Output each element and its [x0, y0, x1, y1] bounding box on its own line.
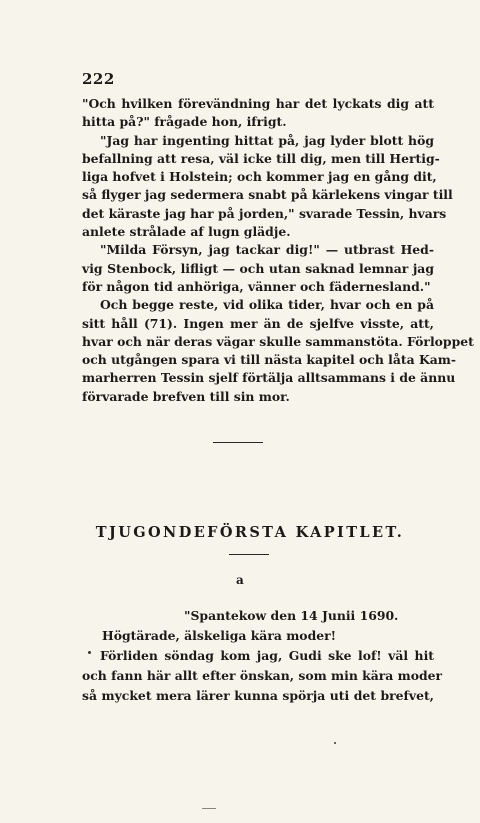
text-line: "Milda Försyn, jag tackar dig!" — utbrast Hed- — [100, 242, 434, 258]
text-line: sitt håll (71). Ingen mer än de sjelfve visste, att, — [82, 315, 434, 331]
text-line: vig Stenbock, lifligt — och utan saknad lemnar jag — [82, 260, 434, 276]
ink-speck — [88, 651, 91, 654]
text-line: hitta på?" frågade hon, ifrigt. — [82, 114, 287, 130]
letter-dateline: "Spantekow den 14 Junii 1690. — [184, 608, 399, 623]
text-line: befallning att resa, väl icke till dig, men till Hertig- — [82, 150, 440, 166]
text-line: och utgången spara vi till nästa kapitel och låta Kam- — [82, 352, 457, 368]
text-line: "Och hvilken förevändning har det lyckats dig att — [82, 96, 434, 111]
title-underline — [229, 554, 269, 555]
text-line: "Jag har ingenting hittat på, jag lyder blott hög — [100, 132, 434, 148]
text-line: förvarade brefven till sin mor. — [82, 388, 290, 404]
letter-mark: a — [236, 573, 244, 587]
text-line: Och begge reste, vid olika tider, hvar och en på — [100, 297, 434, 313]
text-line: Förliden söndag kom jag, Gudi ske lof! väl hit — [100, 648, 434, 663]
page-number: 222 — [82, 70, 115, 88]
text-line: så mycket mera lärer kunna spörja uti det brefvet, — [82, 688, 434, 703]
letter-body — [82, 606, 443, 706]
ink-speck — [334, 742, 336, 744]
text-line: hvar och när deras vägar skulle sammanstöta. Förloppet — [82, 333, 474, 349]
letter-salutation: Högtärade, älskeliga kära moder! — [102, 628, 337, 643]
chapter-title: TJUGONDEFÖRSTA KAPITLET. — [95, 524, 405, 541]
text-line: anlete strålade af lugn glädje. — [82, 224, 291, 240]
body-paragraphs — [82, 95, 474, 406]
text-line: marherren Tessin sjelf förtälja alltsammans i de ännu — [82, 370, 456, 386]
text-line: för någon tid anhöriga, vänner och fädernesland." — [82, 278, 431, 294]
ink-speck — [202, 808, 216, 809]
section-divider — [213, 442, 263, 443]
text-line: och fann här allt efter önskan, som min kära moder — [82, 668, 443, 683]
text-line: det käraste jag har på jorden," svarade Tessin, hvars — [82, 205, 447, 221]
text-line: så flyger jag sedermera snabt på kärlekens vingar till — [82, 187, 453, 203]
text-line: liga hofvet i Holstein; och kommer jag en gång dit, — [82, 169, 437, 185]
